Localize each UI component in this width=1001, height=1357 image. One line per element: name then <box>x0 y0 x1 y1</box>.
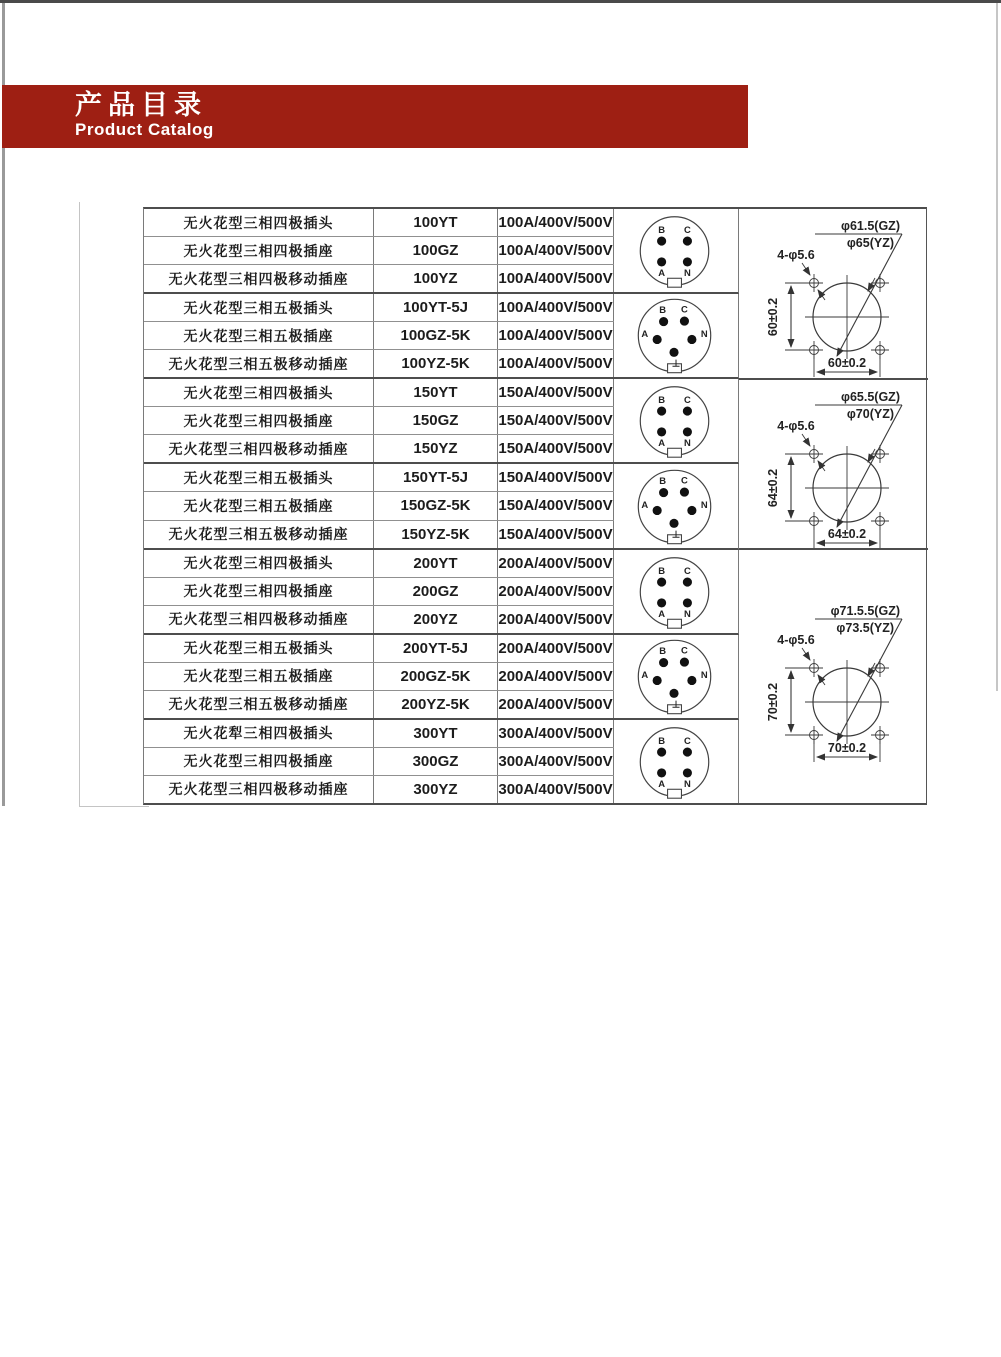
pin-label-a: A <box>658 437 666 449</box>
pin-label-ground: ⊥ <box>671 698 681 710</box>
pin-label-ground: ⊥ <box>671 357 681 369</box>
pin-label-b: B <box>658 735 666 747</box>
product-model: 150YZ-5K <box>374 521 498 548</box>
page-right-edge <box>996 3 998 691</box>
product-model: 150YT-5J <box>374 464 498 491</box>
pin-label-ground: ⊥ <box>671 528 681 540</box>
horizontal-dim-label: 64±0.2 <box>827 526 867 541</box>
product-model: 200YT-5J <box>374 635 498 662</box>
pin-label-b: B <box>659 474 667 486</box>
table-row <box>144 322 614 350</box>
table-row <box>144 578 614 606</box>
pin-label-n: N <box>700 668 708 680</box>
pin-diagram-4pole <box>614 379 739 464</box>
product-rating: 200A/400V/500V <box>498 663 614 690</box>
diameter-yz-label: φ70(YZ) <box>846 406 894 421</box>
pin-contacts <box>653 657 697 697</box>
product-description: 无火花型三相四极移动插座 <box>144 435 374 462</box>
product-description: 无火花型三相四极插座 <box>144 748 374 775</box>
product-description: 无火花型三相五极移动插座 <box>144 691 374 718</box>
holes-label: 4-φ5.6 <box>777 418 815 433</box>
product-rating: 150A/400V/500V <box>498 521 614 548</box>
product-model: 200YZ-5K <box>374 691 498 718</box>
product-rating: 150A/400V/500V <box>498 492 614 519</box>
product-model: 200GZ <box>374 578 498 605</box>
product-model: 100GZ-5K <box>374 322 498 349</box>
pin-diagram-5pole-drawing <box>614 293 738 378</box>
product-description: 无火花型三相五极插座 <box>144 322 374 349</box>
pin-label-a: A <box>658 266 666 278</box>
product-model: 150GZ <box>374 407 498 434</box>
pin-diagram-4pole <box>614 550 739 635</box>
product-model: 300GZ <box>374 748 498 775</box>
pin-label-n: N <box>700 328 708 340</box>
product-description: 无火花型三相五极插头 <box>144 635 374 662</box>
table-row <box>144 521 614 550</box>
pin-diagram-4pole-drawing <box>614 378 738 463</box>
product-rating: 100A/400V/500V <box>498 294 614 321</box>
product-description: 无火花型三相五极移动插座 <box>144 521 374 548</box>
table-row <box>144 492 614 520</box>
product-description: 无火花型三相四极插头 <box>144 379 374 406</box>
vertical-dim-label: 64±0.2 <box>766 468 780 507</box>
holes-label: 4-φ5.6 <box>777 633 815 648</box>
table-row <box>144 748 614 776</box>
pin-diagram-4pole <box>614 209 739 294</box>
mounting-dimension-drawing <box>739 209 928 380</box>
diameter-gz-label: φ71.5.5(GZ) <box>830 604 900 619</box>
page-subtitle: Product Catalog <box>75 120 214 139</box>
pin-label-b: B <box>659 644 667 656</box>
pin-contacts <box>657 237 692 267</box>
pin-label-c: C <box>684 564 691 576</box>
table-row <box>144 294 614 322</box>
product-rating: 100A/400V/500V <box>498 237 614 264</box>
vertical-dim-label: 70±0.2 <box>766 683 780 722</box>
mounting-dimension-drawing <box>739 594 928 765</box>
holes-label: 4-φ5.6 <box>777 248 815 262</box>
table-row <box>144 550 614 578</box>
table-row <box>144 265 614 294</box>
product-description: 无火花型三相四极插头 <box>144 209 374 236</box>
pin-label-n: N <box>684 777 691 789</box>
horizontal-dim-label: 70±0.2 <box>827 741 867 756</box>
pin-label-n: N <box>684 266 691 278</box>
pin-label-c: C <box>684 394 691 406</box>
pin-label-n: N <box>684 607 691 619</box>
product-rating: 100A/400V/500V <box>498 209 614 236</box>
product-rating: 200A/400V/500V <box>498 550 614 577</box>
product-description: 无火花型三相五极插头 <box>144 464 374 491</box>
product-description: 无火花型三相四极移动插座 <box>144 265 374 292</box>
product-description: 无火花型三相四极插座 <box>144 237 374 264</box>
product-rating: 300A/400V/500V <box>498 748 614 775</box>
content-frame-line <box>79 202 80 806</box>
pin-diagram-5pole <box>614 464 739 549</box>
product-rating: 200A/400V/500V <box>498 578 614 605</box>
product-rating: 300A/400V/500V <box>498 720 614 747</box>
table-row <box>144 407 614 435</box>
vertical-dim-label: 60±0.2 <box>766 297 780 337</box>
table-row <box>144 379 614 407</box>
product-model: 300YZ <box>374 776 498 803</box>
table-row <box>144 691 614 720</box>
dimension-cell <box>739 209 928 380</box>
table-row <box>144 237 614 265</box>
product-model: 300YT <box>374 720 498 747</box>
table-row <box>144 464 614 492</box>
pin-label-b: B <box>658 564 666 576</box>
product-model: 100YZ <box>374 265 498 292</box>
pin-contacts <box>657 747 692 777</box>
pin-contacts <box>653 317 697 357</box>
product-rating: 100A/400V/500V <box>498 265 614 292</box>
product-rating: 200A/400V/500V <box>498 635 614 662</box>
product-table <box>143 207 927 805</box>
product-description: 无火花型三相四极移动插座 <box>144 776 374 803</box>
product-model: 100GZ <box>374 237 498 264</box>
product-description: 无火花型三相四极插座 <box>144 407 374 434</box>
diameter-gz-label: φ65.5(GZ) <box>841 389 900 404</box>
product-description: 无火花型三相五极移动插座 <box>144 350 374 377</box>
pin-label-n: N <box>700 498 708 510</box>
pin-label-a: A <box>641 328 649 340</box>
pin-label-a: A <box>641 498 649 510</box>
product-description: 无火花型三相五极插头 <box>144 294 374 321</box>
product-description: 无火花犁三相四极插头 <box>144 720 374 747</box>
header-band <box>2 85 748 148</box>
pin-label-c: C <box>681 474 688 486</box>
product-rating: 200A/400V/500V <box>498 691 614 718</box>
pin-label-a: A <box>658 777 666 789</box>
pin-diagram-5pole <box>614 635 739 720</box>
product-model: 150YZ <box>374 435 498 462</box>
pin-label-b: B <box>659 304 667 316</box>
table-row <box>144 435 614 464</box>
product-rating: 300A/400V/500V <box>498 776 614 803</box>
pin-diagram-4pole-drawing <box>614 208 738 293</box>
diameter-gz-label: φ61.5(GZ) <box>841 219 900 233</box>
product-rating: 200A/400V/500V <box>498 606 614 633</box>
pin-label-c: C <box>684 224 691 236</box>
pin-diagram-5pole-drawing <box>614 464 738 549</box>
pin-label-a: A <box>658 607 666 619</box>
pin-label-c: C <box>681 303 688 315</box>
table-row <box>144 635 614 663</box>
product-rating: 150A/400V/500V <box>498 464 614 491</box>
catalog-rows <box>144 209 614 803</box>
product-model: 100YZ-5K <box>374 350 498 377</box>
pin-label-b: B <box>658 224 666 236</box>
product-model: 200YT <box>374 550 498 577</box>
dimension-cell <box>739 550 928 803</box>
pin-contacts <box>653 487 697 527</box>
product-rating: 150A/400V/500V <box>498 435 614 462</box>
diameter-yz-label: φ73.5(YZ) <box>836 621 894 636</box>
pin-contacts <box>657 407 692 437</box>
pin-diagram-4pole <box>614 720 739 803</box>
product-rating: 150A/400V/500V <box>498 407 614 434</box>
content-frame-line-bottom <box>79 806 149 807</box>
pin-label-c: C <box>681 644 688 656</box>
mounting-dimension-drawing <box>739 380 928 551</box>
pin-diagram-5pole <box>614 294 739 379</box>
pin-diagram-column <box>614 209 739 803</box>
dimension-column <box>739 209 928 803</box>
pin-label-a: A <box>641 668 649 680</box>
product-model: 150GZ-5K <box>374 492 498 519</box>
page-title: 产品目录 <box>75 90 207 120</box>
pin-contacts <box>657 577 692 607</box>
product-rating: 100A/400V/500V <box>498 350 614 377</box>
page-top-edge <box>0 0 1001 3</box>
product-model: 100YT <box>374 209 498 236</box>
table-row <box>144 209 614 237</box>
table-row <box>144 606 614 635</box>
product-description: 无火花型三相四极移动插座 <box>144 606 374 633</box>
diameter-yz-label: φ65(YZ) <box>846 236 894 250</box>
table-row <box>144 350 614 379</box>
product-model: 150YT <box>374 379 498 406</box>
pin-label-n: N <box>684 437 691 449</box>
dimension-cell <box>739 380 928 551</box>
pin-label-b: B <box>658 394 666 406</box>
product-description: 无火花型三相五极插座 <box>144 492 374 519</box>
pin-diagram-4pole-drawing <box>614 549 738 634</box>
product-description: 无火花型三相四极插座 <box>144 578 374 605</box>
product-rating: 100A/400V/500V <box>498 322 614 349</box>
product-description: 无火花型三相四极插头 <box>144 550 374 577</box>
table-row <box>144 776 614 803</box>
product-model: 100YT-5J <box>374 294 498 321</box>
table-row <box>144 720 614 748</box>
pin-diagram-5pole-drawing <box>614 634 738 719</box>
product-rating: 150A/400V/500V <box>498 379 614 406</box>
table-row <box>144 663 614 691</box>
pin-diagram-4pole-drawing <box>614 719 738 804</box>
product-model: 200YZ <box>374 606 498 633</box>
horizontal-dim-label: 60±0.2 <box>827 356 867 370</box>
product-description: 无火花型三相五极插座 <box>144 663 374 690</box>
pin-label-c: C <box>684 735 691 747</box>
product-model: 200GZ-5K <box>374 663 498 690</box>
